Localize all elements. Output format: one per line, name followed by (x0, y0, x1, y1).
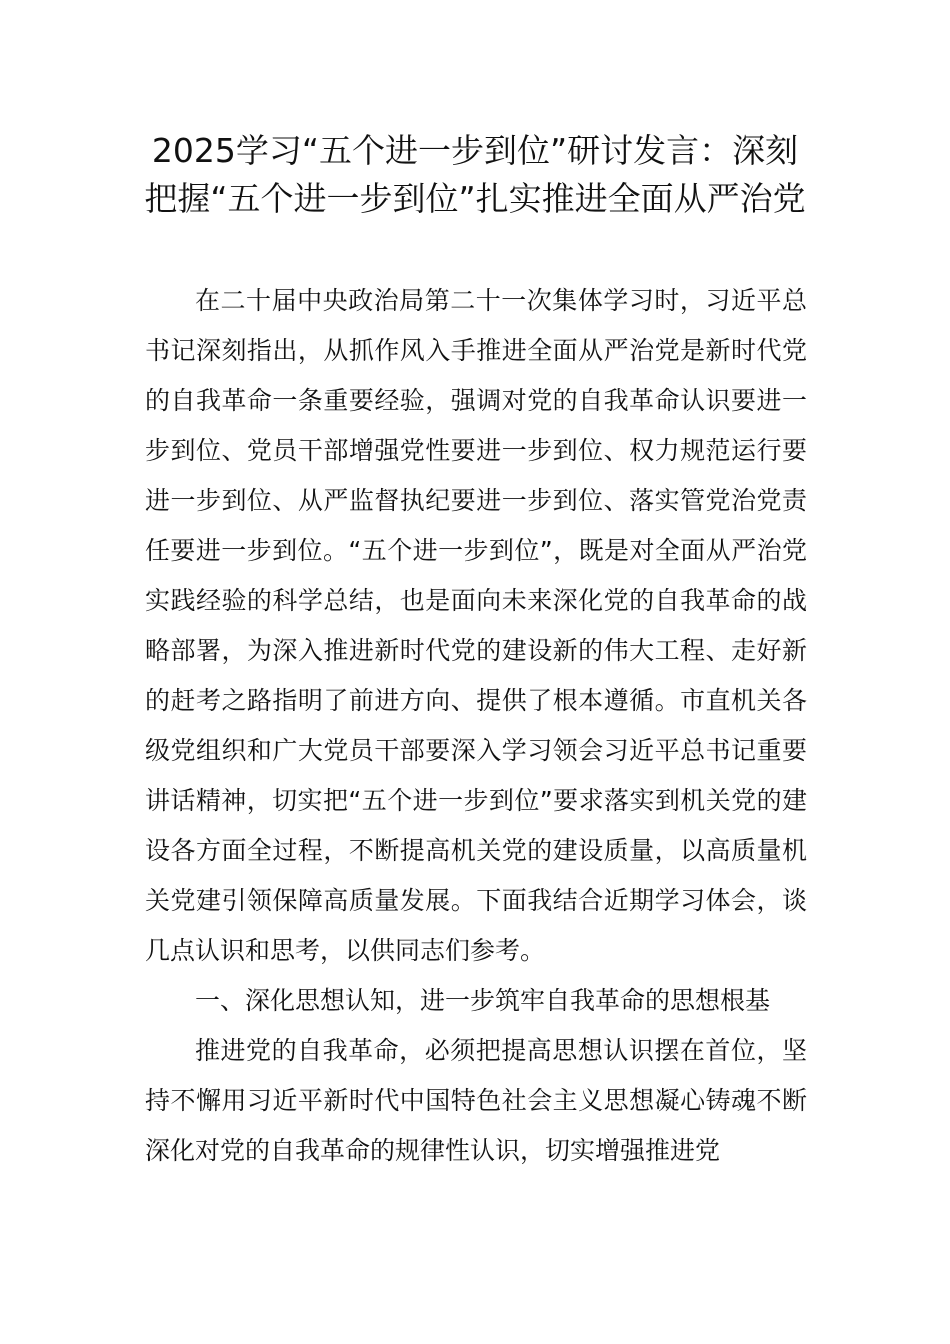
intro-paragraph: 在二十届中央政治局第二十一次集体学习时，习近平总书记深刻指出，从抓作风入手推进全面从严治党是新时代党的自我革命一条重要经验，强调对党的自我革命认识要进一步到位、党员干部增强党性要进一步到位、权力规范运行要进一步到位、从严监督执纪要进一步到位、落实管党治党责任要进一步到位。“五个进一步到位”，既是对全面从严治党实践经验的科学总结，也是面向未来深化党的自我革命的战略部署，为深入推进新时代党的建设新的伟大工程、走好新的赶考之路指明了前进方向、提供了根本遵循。市直机关各级党组织和广大党员干部要深入学习领会习近平总书记重要讲话精神，切实把“五个进一步到位”要求落实到机关党的建设各方面全过程，不断提高机关党的建设质量，以高质量机关党建引领保障高质量发展。下面我结合近期学习体会，谈几点认识和思考，以供同志们参考。 (145, 286, 807, 965)
section-paragraph: 推进党的自我革命，必须把提高思想认识摆在首位，坚持不懈用习近平新时代中国特色社会主义思想凝心铸魂不断深化对党的自我革命的规律性认识，切实增强推进党 (145, 1036, 807, 1165)
document-title: 2025学习“五个进一步到位”研讨发言：深刻把握“五个进一步到位”扎实推进全面从严治党 (144, 131, 806, 218)
section-heading: 一、深化思想认知，进一步筑牢自我革命的思想根基 (195, 986, 771, 1015)
document-body (145, 276, 807, 1176)
